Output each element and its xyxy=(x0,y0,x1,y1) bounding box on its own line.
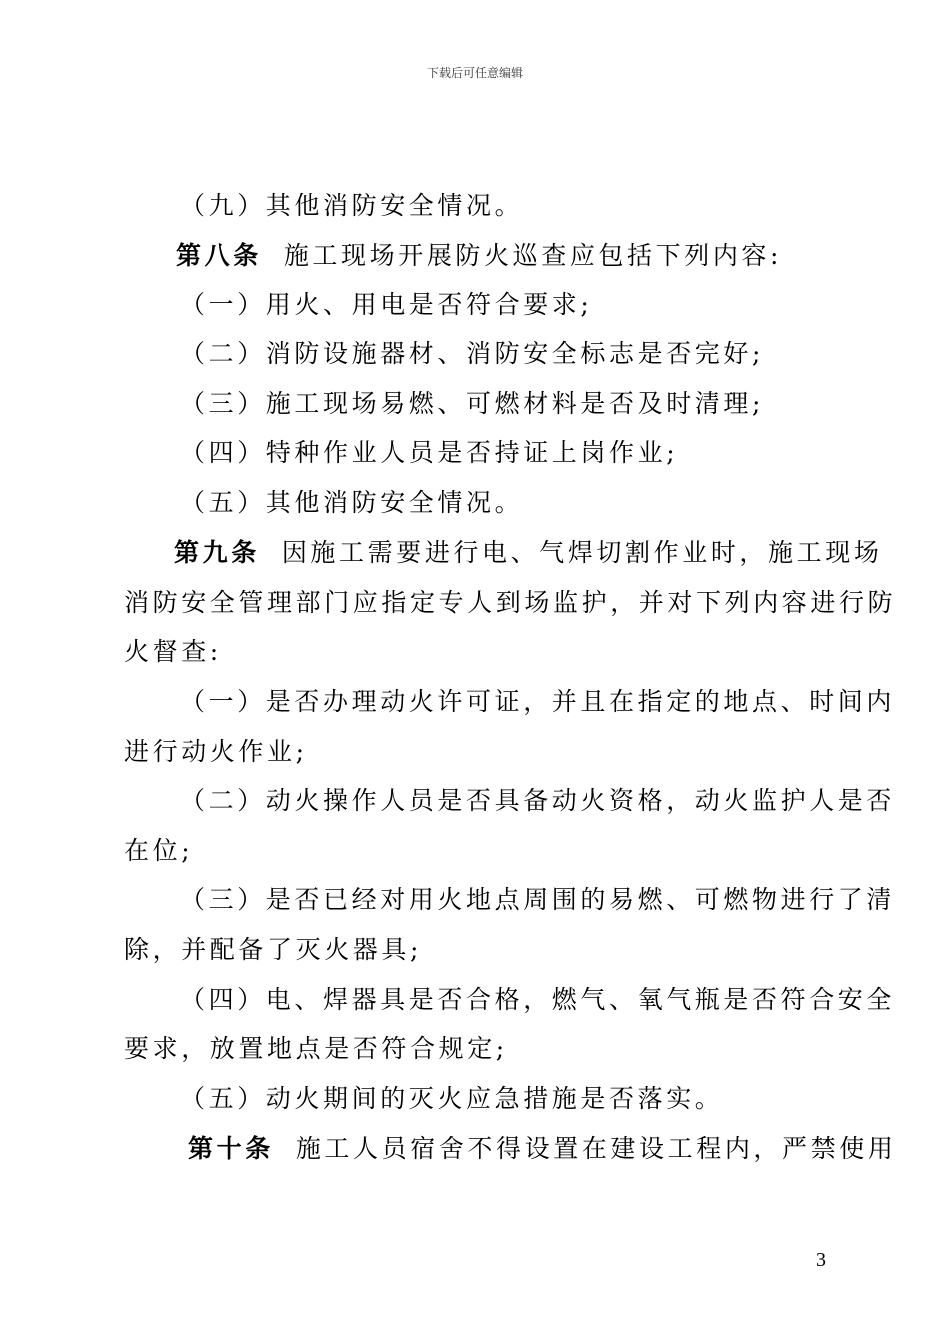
paragraph-line: 火督查: xyxy=(124,637,222,666)
article-text: 施工现场开展防火巡查应包括下列内容: xyxy=(283,241,783,270)
article-8 xyxy=(176,240,782,272)
list-item: （五）动火期间的灭火应急措施是否落实。 xyxy=(180,1084,724,1113)
list-item: （一）用火、用电是否符合要求; xyxy=(180,290,593,319)
article-heading: 第十条 xyxy=(188,1134,274,1163)
page-header: 下载后可任意编辑 xyxy=(426,66,523,80)
list-item: （五）其他消防安全情况。 xyxy=(180,488,524,517)
paragraph-line: 除，并配备了灭火器具; xyxy=(124,935,423,964)
list-item: （一）是否办理动火许可证，并且在指定的地点、时间内 xyxy=(180,687,896,716)
paragraph-line: 要求，放置地点是否符合规定; xyxy=(124,1034,508,1063)
paragraph-line: 进行动火作业; xyxy=(124,737,308,766)
article-9 xyxy=(174,537,882,569)
list-item: （二）消防设施器材、消防安全标志是否完好; xyxy=(180,339,765,368)
list-item: （三）施工现场易燃、可燃材料是否及时清理; xyxy=(180,389,765,418)
article-10 xyxy=(188,1133,896,1165)
list-item: （四）特种作业人员是否持证上岗作业; xyxy=(180,438,679,467)
article-heading: 第八条 xyxy=(176,241,262,270)
page-number: 3 xyxy=(816,1249,826,1271)
article-heading: 第九条 xyxy=(174,538,260,567)
paragraph-line: 消防安全管理部门应指定专人到场监护，并对下列内容进行防 xyxy=(124,588,897,617)
list-item: （九）其他消防安全情况。 xyxy=(180,191,524,220)
list-item: （二）动火操作人员是否具备动火资格，动火监护人是否 xyxy=(180,786,896,815)
paragraph-line: 在位; xyxy=(124,836,194,865)
list-item: （三）是否已经对用火地点周围的易燃、可燃物进行了清 xyxy=(180,885,896,914)
list-item: （四）电、焊器具是否合格，燃气、氧气瓶是否符合安全 xyxy=(180,985,896,1014)
article-text: 施工人员宿舍不得设置在建设工程内，严禁使用 xyxy=(295,1134,897,1163)
article-text: 因施工需要进行电、气焊切割作业时，施工现场 xyxy=(281,538,883,567)
